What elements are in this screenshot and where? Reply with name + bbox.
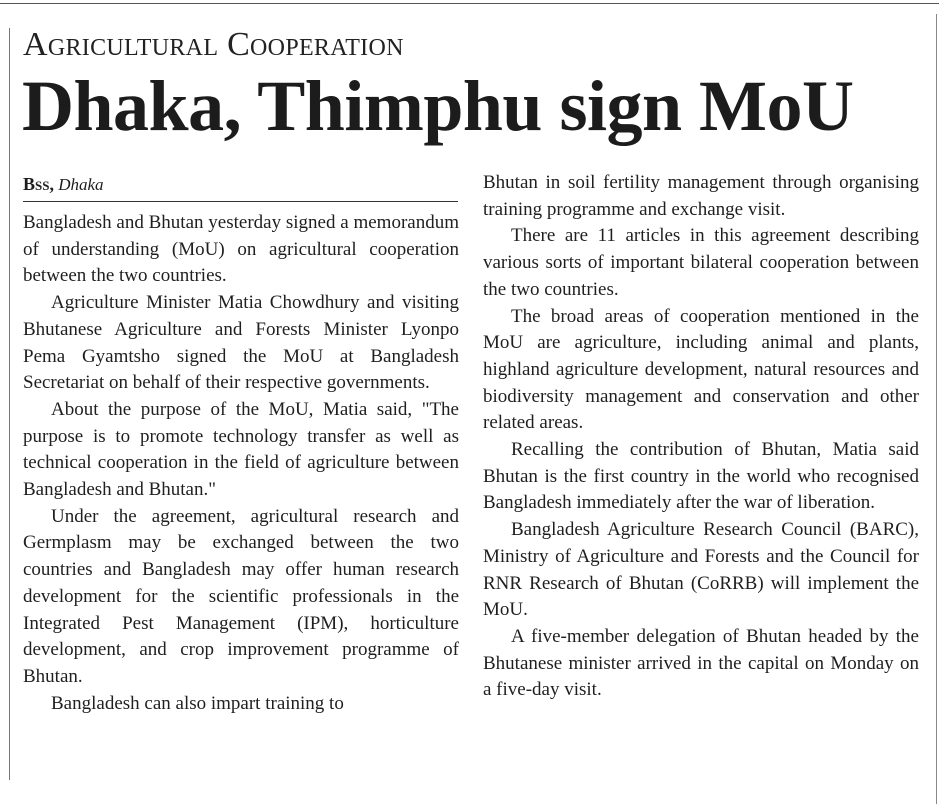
paragraph: A five-member delegation of Bhutan headed by the Bhutanese minister arrived in the capital on Monday on a five-day visit. xyxy=(483,625,919,701)
article-column-1 xyxy=(23,210,459,717)
headline: Dhaka, Thimphu sign MoU xyxy=(22,66,854,146)
paragraph: Recalling the contribution of Bhutan, Matia said Bhutan is the first country in the world who recognised Bangladesh immediately after the war of liberation. xyxy=(483,439,919,514)
paragraph: Bangladesh Agriculture Research Council (BARC), Ministry of Agriculture and Forests and the Council for RNR Research of Bhutan (CoRRB) will implement the MoU. xyxy=(483,519,919,621)
paragraph: There are 11 articles in this agreement describing various sorts of important bilateral cooperation between the two countries. xyxy=(483,225,919,300)
left-column-rule xyxy=(9,28,10,780)
byline-place: Dhaka xyxy=(58,175,104,194)
paragraph: Agriculture Minister Matia Chowdhury and visiting Bhutanese Agriculture and Forests Minister Lyonpo Pema Gyamtsho signed the MoU at Bangladesh Secretariat on behalf of their respective governments. xyxy=(23,292,459,394)
article-column-2 xyxy=(483,170,919,704)
byline-agency: Bss, xyxy=(23,174,54,194)
paragraph: Bhutan in soil fertility management through organising training programme and exchange visit. xyxy=(483,172,919,220)
paragraph: The broad areas of cooperation mentioned in the MoU are agriculture, including animal and plants, highland agriculture development, natural resources and biodiversity management and conservation and other related areas. xyxy=(483,305,919,434)
section-kicker: Agricultural Cooperation xyxy=(23,26,404,63)
paragraph: Under the agreement, agricultural research and Germplasm may be exchanged between the two countries and Bangladesh may offer human research development for the scientific professionals in the Integrated Pest Management (IPM), horticulture development, and crop improvement programme of Bhutan. xyxy=(23,505,459,687)
right-page-rule xyxy=(936,14,937,804)
paragraph: Bangladesh and Bhutan yesterday signed a memorandum of understanding (MoU) on agricultural cooperation between the two countries. xyxy=(23,212,459,287)
byline xyxy=(23,173,104,196)
top-rule xyxy=(0,3,939,4)
byline-rule xyxy=(23,201,458,202)
paragraph: Bangladesh can also impart training to xyxy=(51,692,344,714)
paragraph: About the purpose of the MoU, Matia said, "The purpose is to promote technology transfer as well as technical cooperation in the field of agriculture between Bangladesh and Bhutan." xyxy=(23,398,459,501)
